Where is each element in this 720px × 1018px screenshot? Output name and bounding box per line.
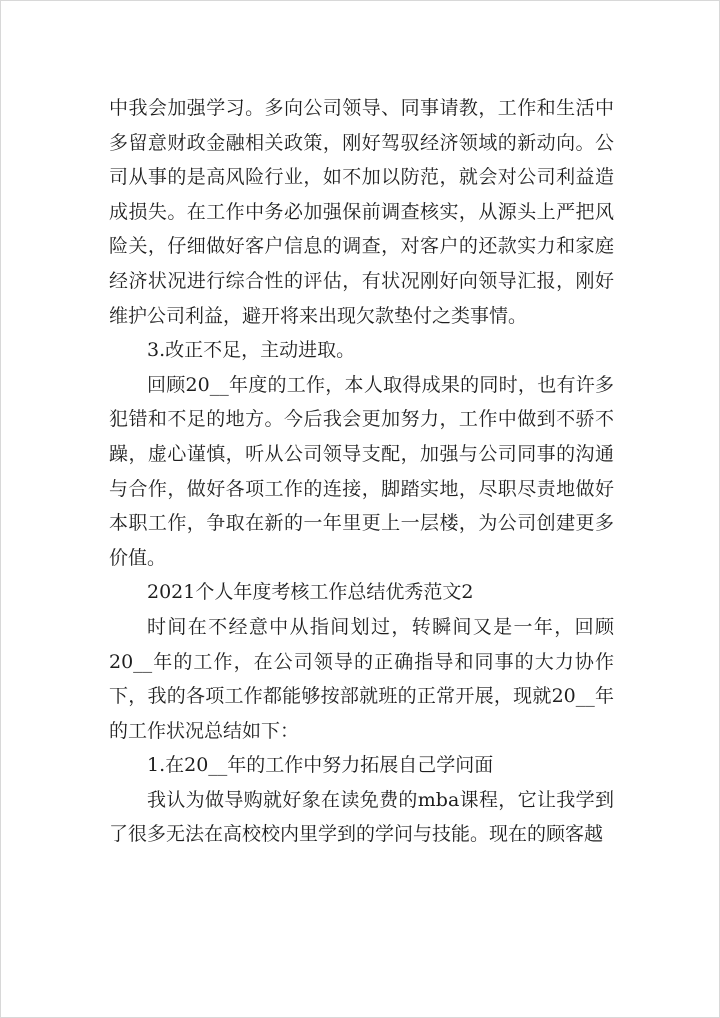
paragraph-review: 回顾20__年度的工作，本人取得成果的同时，也有许多犯错和不足的地方。今后我会更加努力，工作中做到不骄不躁，虚心谨慎，听从公司领导支配，加强与公司同事的沟通与合作，做好各项工作的连接，脚踏实地，尽职尽责地做好本职工作，争取在新的一年里更上一层楼，为公司创建更多价值。 (109, 373, 614, 569)
paragraph-intro: 时间在不经意中从指间划过，转瞬间又是一年，回顾20__年的工作，在公司领导的正确指导和同事的大力协作下，我的各项工作都能够按部就班的正常开展，现就20__年的工作状况总结如下： (109, 615, 614, 742)
paragraph-continuation: 中我会加强学习。多向公司领导、同事请教，工作和生活中多留意财政金融相关政策，刚好驾驭经济领域的新动向。公司从事的是高风险行业，如不加以防范，就会对公司利益造成损失。在工作中务必加强保前调查核实，从源头上严把风险关，仔细做好客户信息的调查，对客户的还款实力和家庭经济状况进行综合性的评估，有状况刚好向领导汇报，刚好维护公司利益，避开将来出现欠款垫付之类事情。 (109, 97, 614, 327)
section-heading-1: 1.在20__年的工作中努力拓展自己学问面 (147, 754, 494, 777)
document-body (109, 91, 614, 852)
essay-title-2: 2021个人年度考核工作总结优秀范文2 (147, 581, 474, 604)
paragraph-mba: 我认为做导购就好象在读免费的mba课程，它让我学到了很多无法在高校校内里学到的学问与技能。现在的顾客越 (109, 788, 614, 846)
section-heading-3: 3.改正不足，主动进取。 (147, 339, 356, 362)
